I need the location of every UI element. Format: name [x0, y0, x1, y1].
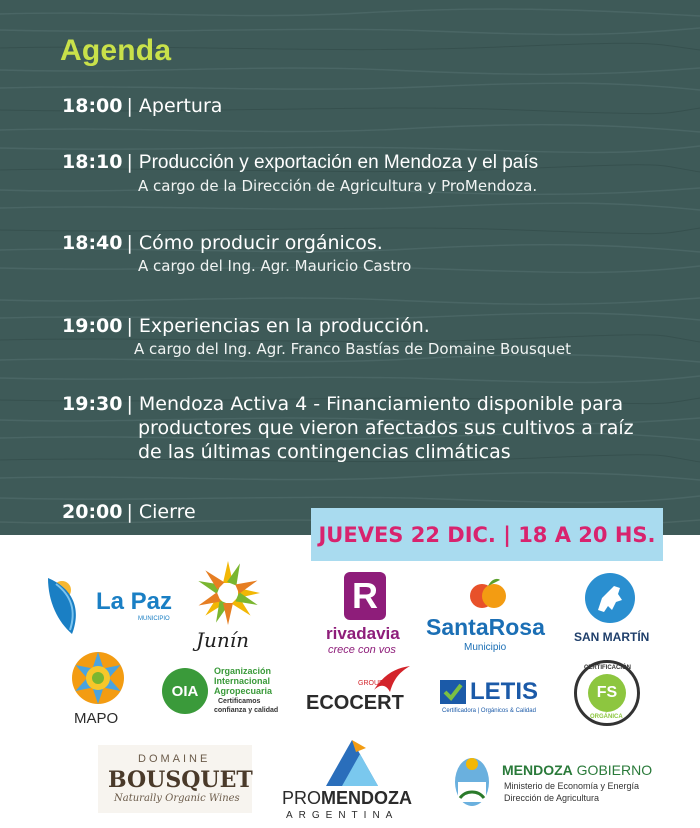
la-paz-sub: MUNICIPIO	[138, 616, 170, 622]
bousquet-top: DOMAINE	[138, 753, 211, 765]
promendoza-mark-icon	[326, 740, 378, 786]
separator: |	[126, 501, 133, 523]
date-banner	[311, 508, 663, 561]
agenda-time: 18:00	[62, 95, 123, 117]
letis-name: LETIS	[470, 678, 539, 705]
agenda-speaker: A cargo del Ing. Agr. Franco Bastías de Domaine Bousquet	[134, 340, 571, 358]
logo-mapo	[62, 648, 134, 728]
santa-rosa-name: SantaRosa	[426, 614, 545, 640]
oia-line2: Internacional	[214, 676, 271, 686]
bousquet-name: BOUSQUET	[108, 767, 253, 793]
mendoza-name-b: GOBIERNO	[576, 762, 653, 778]
agenda-text: Experiencias en la producción.	[138, 315, 430, 337]
san-martin-name: SAN MARTÍN	[574, 630, 650, 644]
agenda-time: 20:00	[62, 501, 123, 523]
agenda-speaker: A cargo de la Dirección de Agricultura y ProMendoza.	[138, 177, 538, 195]
mendoza-name-a: MENDOZA	[502, 762, 573, 778]
rivadavia-tagline: crece con vos	[328, 644, 396, 656]
fs-bottom: ORGÁNICA	[590, 714, 623, 720]
separator: |	[126, 95, 133, 117]
san-martin-horse-icon	[584, 572, 636, 624]
agenda-text: Apertura	[138, 95, 223, 117]
logo-domaine-bousquet	[98, 745, 252, 813]
ecocert-name: ECOCERT	[306, 692, 404, 714]
la-paz-feather-icon	[42, 572, 98, 638]
agenda-text-line-3: de las últimas contingencias climáticas	[138, 441, 511, 463]
agenda-text: Mendoza Activa 4 - Financiamiento disponible para	[138, 393, 624, 415]
oia-line1: Organización	[214, 666, 272, 676]
promendoza-name-b: MENDOZA	[321, 788, 413, 808]
oia-line5: confianza y calidad	[214, 707, 279, 714]
mendoza-coat-of-arms-icon	[452, 754, 492, 810]
agenda-item-cierre	[62, 501, 196, 523]
agenda-time: 19:30	[62, 393, 123, 415]
ecocert-group: GROUP	[358, 680, 384, 687]
agenda-item-experiencias	[62, 315, 571, 358]
mapo-sun-icon	[68, 648, 128, 708]
separator: |	[126, 315, 133, 337]
mendoza-line2: Dirección de Agricultura	[504, 793, 600, 803]
separator: |	[126, 393, 133, 415]
logo-rivadavia	[322, 572, 412, 660]
rivadavia-letter: R	[352, 575, 378, 616]
agenda-text: Cómo producir orgánicos.	[138, 232, 383, 254]
logo-oia	[162, 664, 286, 718]
oia-abbr: OIA	[171, 682, 199, 700]
rivadavia-mark-icon	[344, 572, 386, 620]
santa-rosa-fruit-icon	[468, 574, 508, 614]
logo-san-martin	[572, 572, 652, 648]
fs-seal-inner	[588, 674, 626, 712]
letis-check-icon	[440, 680, 466, 704]
agenda-time: 19:00	[62, 315, 123, 337]
junin-sun-icon	[193, 560, 263, 626]
mapo-name: MAPO	[74, 710, 119, 727]
agenda-speaker: A cargo del Ing. Agr. Mauricio Castro	[138, 257, 412, 275]
agenda-text-line-2: productores que vieron afectados sus cultivos a raíz	[138, 417, 634, 439]
agenda-title: Agenda	[60, 34, 172, 67]
logo-mendoza-gobierno	[452, 752, 678, 812]
separator: |	[126, 151, 133, 173]
oia-line4: Certificamos	[218, 698, 261, 705]
logo-ecocert	[302, 664, 414, 718]
logo-santa-rosa	[424, 574, 554, 660]
ecocert-bird-icon	[372, 664, 412, 694]
agenda-time: 18:40	[62, 232, 123, 254]
junin-name: Junín	[196, 628, 250, 652]
agenda-item-organicos	[62, 232, 411, 275]
agenda-item-apertura	[62, 95, 222, 117]
logo-fs-certificacion	[574, 660, 642, 728]
mendoza-gobierno-name	[502, 762, 652, 778]
separator: |	[126, 232, 133, 254]
logo-letis	[438, 678, 556, 718]
santa-rosa-sub: Municipio	[464, 642, 507, 653]
logo-junin	[190, 560, 266, 652]
agenda-item-mendoza-activa	[62, 393, 634, 463]
oia-seal-icon	[162, 668, 208, 714]
agenda-time: 18:10	[62, 151, 123, 173]
agenda-text: Producción y exportación en Mendoza y el país	[138, 152, 539, 173]
fs-top: CERTIFICACIÓN	[584, 665, 631, 671]
promendoza-name	[282, 788, 412, 809]
la-paz-name: La Paz	[96, 588, 173, 615]
logo-promendoza	[282, 740, 422, 824]
agenda-text: Cierre	[138, 501, 196, 523]
date-banner-text: JUEVES 22 DIC. | 18 A 20 HS.	[318, 522, 656, 547]
fs-abbr: FS	[596, 684, 618, 701]
letis-sub: Certificadora | Orgánicos & Calidad	[442, 708, 536, 714]
rivadavia-name: rivadavia	[326, 624, 400, 643]
promendoza-sub: ARGENTINA	[286, 810, 399, 821]
bousquet-tagline: Naturally Organic Wines	[114, 793, 240, 804]
agenda-item-produccion	[62, 151, 538, 195]
promendoza-name-a: PRO	[282, 788, 322, 808]
mendoza-line1: Ministerio de Economía y Energía	[504, 781, 640, 791]
logo-la-paz	[40, 572, 180, 638]
oia-line3: Agropecuaria	[214, 686, 273, 696]
